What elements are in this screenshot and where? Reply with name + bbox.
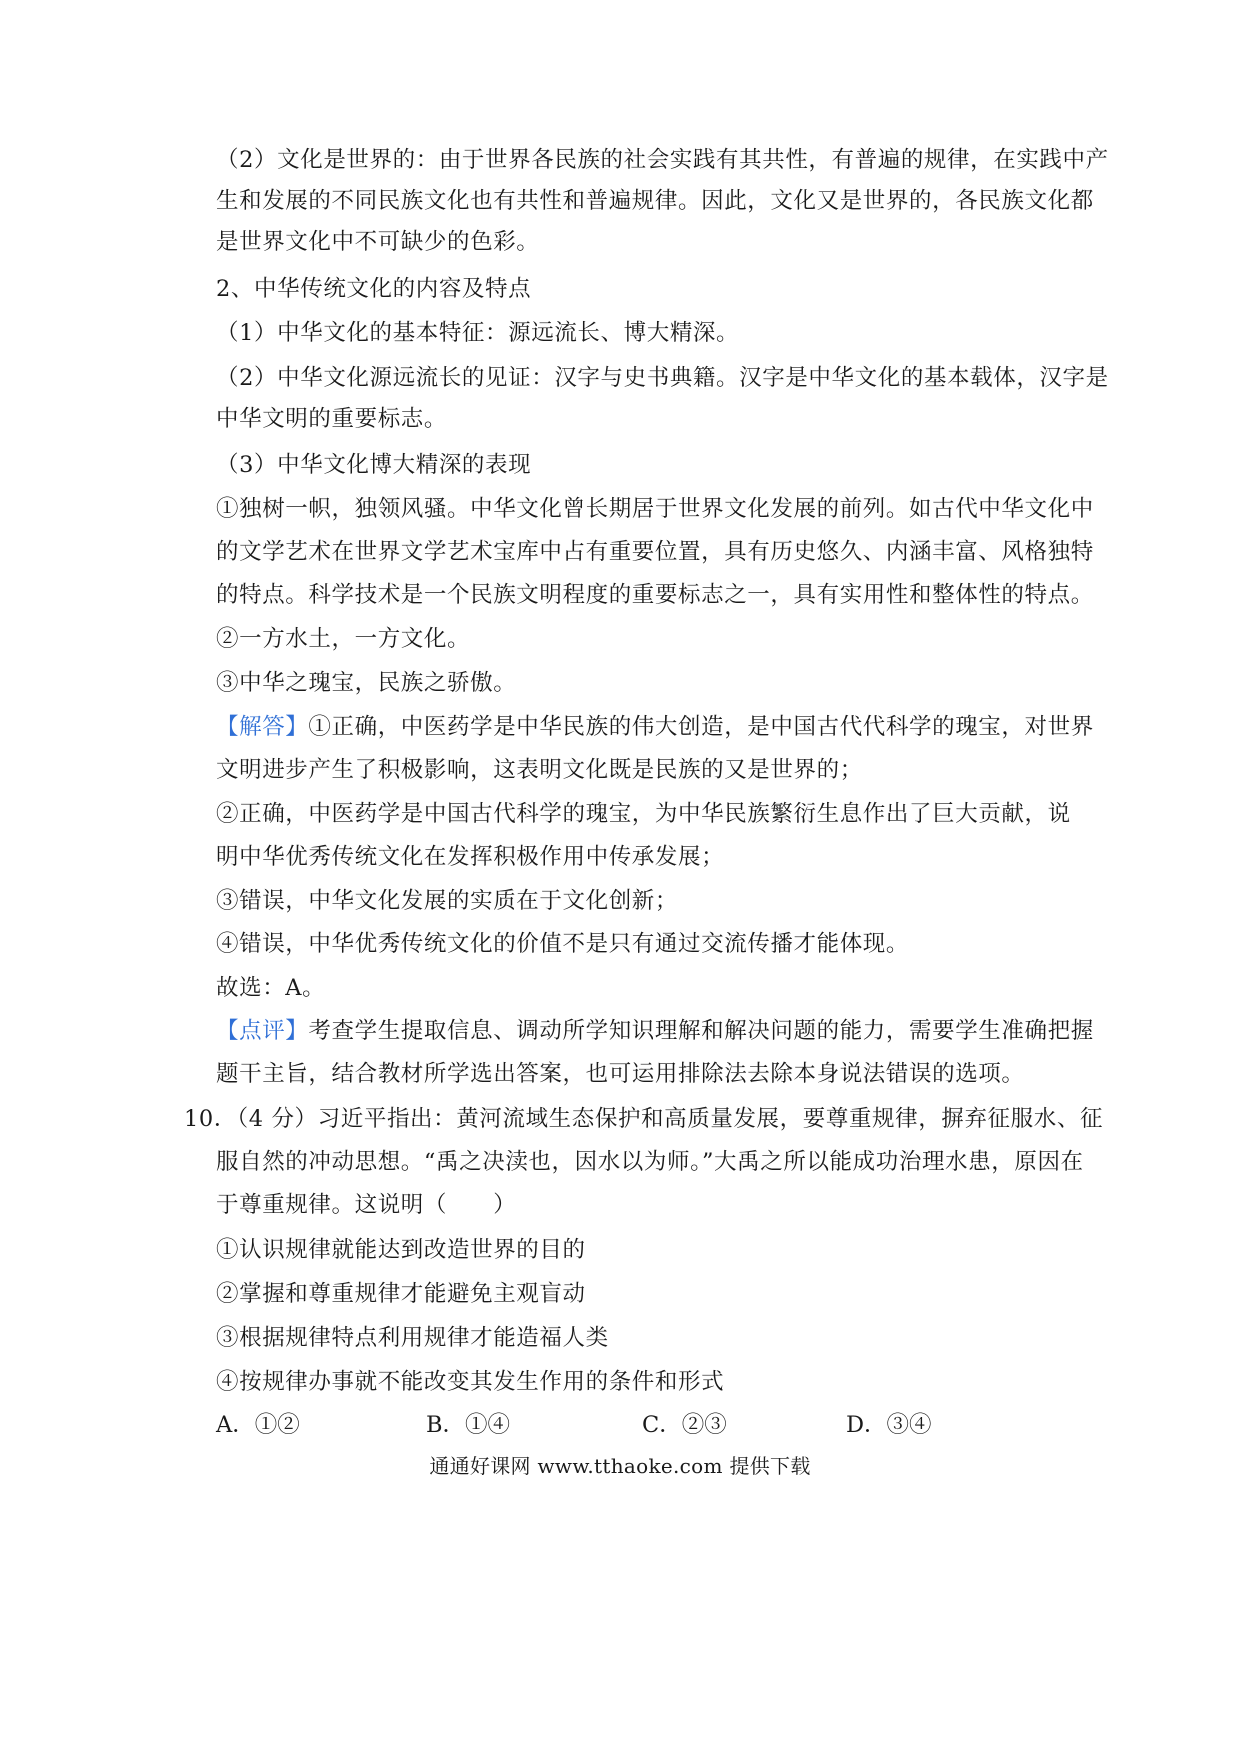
text-line: （2）文化是世界的：由于世界各民族的社会实践有其共性，有普遍的规律，在实践中产 xyxy=(216,147,1109,173)
answer-line: ②正确，中医药学是中国古代科学的瑰宝，为中华民族繁衍生息作出了巨大贡献，说 xyxy=(216,801,1071,827)
statement-item: ③根据规律特点利用规律才能造福人类 xyxy=(216,1325,609,1351)
answer-line: ③错误，中华文化发展的实质在于文化创新； xyxy=(216,888,679,914)
option-c: C．②③ xyxy=(642,1412,727,1438)
statement-item: ④按规律办事就不能改变其发生作用的条件和形式 xyxy=(216,1369,725,1395)
option-d: D．③④ xyxy=(846,1412,932,1438)
text-line: ②一方水土，一方文化。 xyxy=(216,626,471,652)
answer-line xyxy=(216,712,1094,742)
question-stem: 于尊重规律。这说明（ ） xyxy=(216,1192,517,1218)
answer-text: ①正确，中医药学是中华民族的伟大创造，是中国古代代科学的瑰宝，对世界 xyxy=(308,714,1094,740)
option-b: B．①④ xyxy=(426,1412,511,1438)
section-heading: 2、中华传统文化的内容及特点 xyxy=(216,276,532,302)
text-line: ③中华之瑰宝，民族之骄傲。 xyxy=(216,670,517,696)
text-line: 是世界文化中不可缺少的色彩。 xyxy=(216,229,540,255)
text-line: 生和发展的不同民族文化也有共性和普遍规律。因此，文化又是世界的，各民族文化都 xyxy=(216,188,1094,214)
text-line: 的文学艺术在世界文学艺术宝库中占有重要位置，具有历史悠久、内涵丰富、风格独特 xyxy=(216,539,1094,565)
question-stem: 服自然的冲动思想。“禹之决渎也，因水以为师。”大禹之所以能成功治理水患，原因在 xyxy=(216,1149,1084,1175)
comment-line xyxy=(216,1016,1094,1046)
text-line: （1）中华文化的基本特征：源远流长、博大精深。 xyxy=(216,320,740,346)
answer-line: ④错误，中华优秀传统文化的价值不是只有通过交流传播才能体现。 xyxy=(216,931,910,957)
answer-line: 明中华优秀传统文化在发挥积极作用中传承发展； xyxy=(216,844,725,870)
option-a: A．①② xyxy=(216,1412,300,1438)
answer-line: 文明进步产生了积极影响，这表明文化既是民族的又是世界的； xyxy=(216,757,863,783)
text-line: ①独树一帜，独领风骚。中华文化曾长期居于世界文化发展的前列。如古代中华文化中 xyxy=(216,496,1094,522)
text-line: （2）中华文化源远流长的见证：汉字与史书典籍。汉字是中华文化的基本载体，汉字是 xyxy=(216,365,1109,391)
answer-tag: 【解答】 xyxy=(216,714,309,740)
question-stem: 10．（4 分）习近平指出：黄河流域生态保护和高质量发展，要尊重规律，摒弃征服水、征 xyxy=(184,1106,1104,1132)
text-line: （3）中华文化博大精深的表现 xyxy=(216,452,532,478)
statement-item: ②掌握和尊重规律才能避免主观盲动 xyxy=(216,1281,586,1307)
page-footer: 通通好课网 www.tthaoke.com 提供下载 xyxy=(429,1454,811,1478)
comment-line: 题干主旨，结合教材所学选出答案，也可运用排除法去除本身说法错误的选项。 xyxy=(216,1061,1025,1087)
text-line: 中华文明的重要标志。 xyxy=(216,406,448,432)
answer-choice: 故选：A。 xyxy=(216,975,326,1001)
statement-item: ①认识规律就能达到改造世界的目的 xyxy=(216,1237,586,1263)
comment-tag: 【点评】 xyxy=(216,1018,309,1044)
comment-text: 考查学生提取信息、调动所学知识理解和解决问题的能力，需要学生准确把握 xyxy=(308,1018,1094,1044)
text-line: 的特点。科学技术是一个民族文明程度的重要标志之一，具有实用性和整体性的特点。 xyxy=(216,582,1094,608)
